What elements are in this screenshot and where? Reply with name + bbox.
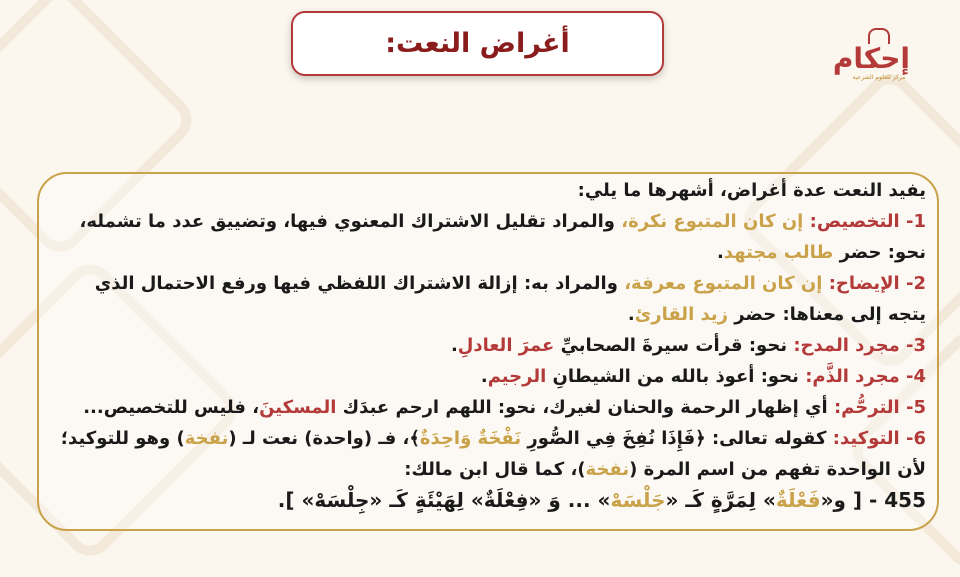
item-6-text-end: ) وهو للتوكيد؛ [60,428,185,449]
item-3-line [50,330,926,361]
verse-highlight-1: فَعْلَةٌ [775,488,821,512]
item-2-text-continued: يتجه إلى معناها: حضر [728,304,926,325]
item-3-text: نحو: قرأت سيرةَ الصحابيِّ [554,335,794,356]
item-3-example-end: . [450,335,458,356]
item-1-example-line [50,237,926,268]
item-6-line2-highlight: نفخة [585,459,630,480]
logo-subtitle: مركز للعلوم الشرعية [852,74,906,81]
page-title: أغراض النعت: [385,28,570,59]
item-1-heading: 1- التخصيص: [809,211,926,232]
item-2-heading: 2- الإيضاح: [828,273,926,294]
item-2-line [50,268,926,299]
item-5-example-end: ، فليس للتخصيص... [83,397,260,418]
item-1-example-highlight: طالب مجتهد [723,242,834,263]
logo-name: إحكام [832,42,910,75]
item-4-heading: 4- مجرد الذَّم: [805,366,926,387]
logo [832,28,910,90]
item-5-text: أي إظهار الرحمة والحنان لغيرك، نحو: اللهم ارحم عبدَك [336,397,834,418]
intro-text: يفيد النعت عدة أغراض، أشهرها ما يلي: [577,180,926,201]
item-2-example-highlight: زيد القارئ [634,304,729,325]
verse-start: 455 - [ و« [820,488,926,512]
verse-highlight-2: جَلْسَهْ [610,488,666,512]
item-2-condition: إن كان المتبوع معرفة، [624,273,823,294]
lesson-content [50,175,926,531]
item-2-continuation-line [50,299,926,330]
item-1-example-end: . [716,242,724,263]
item-4-text: نحو: أعوذ بالله من الشيطانِ [546,366,806,387]
verse-line [50,485,926,516]
item-6-word-highlight: نفخة [184,428,229,449]
item-2-text: والمراد به: إزالة الاشتراك اللفظي فيها ورفع الاحتمال الذي [94,273,625,294]
item-3-heading: 3- مجرد المدح: [793,335,926,356]
item-4-line [50,361,926,392]
item-6-quran-highlight: نَفْخَةٌ وَاحِدَةٌ [419,428,522,449]
item-5-example-highlight: المسكينَ [259,397,337,418]
item-4-example-highlight: الرجيم [487,366,547,387]
verse-end: » ... وَ «فِعْلَةٌ» لِهَيْئَةٍ كَـ «جِلْسَهْ» ]. [277,488,611,512]
item-4-example-end: . [480,366,488,387]
item-6-text: كقوله تعالى: ﴿فَإِذَا نُفِخَ فِي الصُّورِ [521,428,833,449]
item-1-text: والمراد تقليل الاشتراك المعنوي فيها، وتضييق عدد ما تشمله، [79,211,622,232]
title-box [291,11,664,76]
item-6-text-mid: ﴾، فـ (واحدة) نعت لـ ( [228,428,420,449]
item-6-line2-end: )، كما قال ابن مالك: [404,459,586,480]
item-1-line [50,206,926,237]
item-2-example-end: . [627,304,635,325]
item-6-heading: 6- التوكيد: [832,428,926,449]
item-5-line [50,392,926,423]
item-1-condition: إن كان المتبوع نكرة، [621,211,804,232]
item-6-continuation-line [50,454,926,485]
intro-line [50,175,926,206]
item-6-line2-start: لأن الواحدة تفهم من اسم المرة ( [629,459,926,480]
verse-mid: » لِمَرَّةٍ كَـ « [665,488,776,512]
item-6-line [50,423,926,454]
item-5-heading: 5- الترحُّم: [833,397,926,418]
item-1-example-prefix: نحو: حضر [833,242,926,263]
item-3-example-highlight: عمرَ العادلِ [457,335,555,356]
